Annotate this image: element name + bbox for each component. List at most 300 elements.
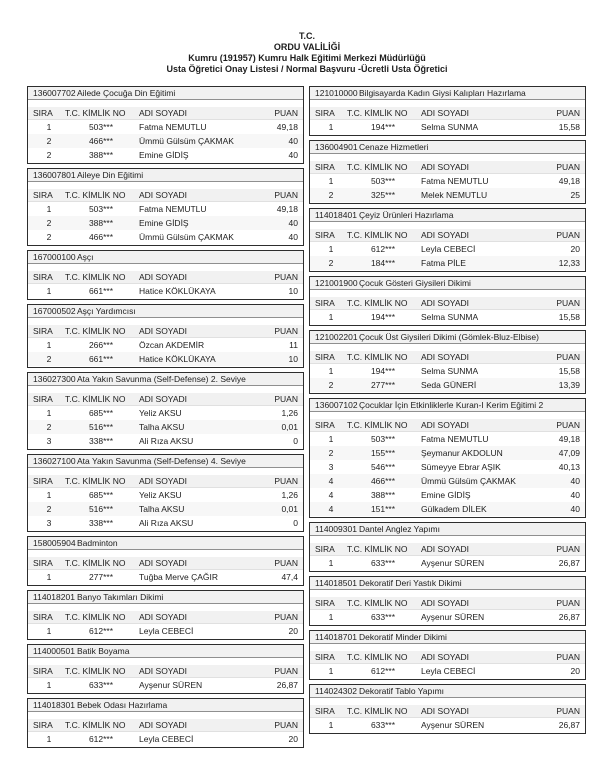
cell-tc-kimlik-no: 466*** — [88, 232, 114, 242]
col-header-sira: SIRA — [33, 558, 53, 568]
header-kurum: Kumru (191957) Kumru Halk Eğitimi Merkezi Müdürlüğü — [188, 53, 426, 63]
col-header-tc-kimlik-no: T.C. KİMLİK NO — [65, 558, 126, 568]
spacer — [310, 698, 585, 705]
spacer — [310, 590, 585, 597]
table-rows — [310, 174, 585, 203]
column-header-row — [28, 189, 303, 202]
cell-tc-kimlik-no: 151*** — [370, 504, 396, 514]
table-row — [28, 338, 303, 352]
col-header-puan: PUAN — [274, 666, 298, 676]
cell-adi-soyadi: Ayşenur SÜREN — [421, 612, 485, 622]
table-row — [310, 256, 585, 270]
course-table — [27, 644, 304, 694]
cell-puan: 20 — [570, 666, 580, 676]
cell-puan: 40 — [288, 136, 298, 146]
cell-sira: 2 — [46, 150, 52, 160]
table-rows — [310, 610, 585, 625]
cell-tc-kimlik-no: 612*** — [370, 244, 396, 254]
cell-sira: 1 — [328, 366, 334, 376]
course-header — [310, 87, 585, 100]
col-header-sira: SIRA — [315, 652, 335, 662]
col-header-sira: SIRA — [315, 420, 335, 430]
cell-adi-soyadi: Fatma PİLE — [421, 258, 466, 268]
cell-sira: 1 — [46, 286, 52, 296]
course-header — [28, 455, 303, 468]
col-header-adi-soyadi: ADI SOYADI — [421, 544, 470, 554]
col-header-adi-soyadi: ADI SOYADI — [139, 666, 188, 676]
spacer — [310, 290, 585, 297]
table-row — [28, 570, 303, 584]
cell-sira: 1 — [46, 490, 52, 500]
column-header-row — [28, 393, 303, 406]
cell-puan: 0 — [293, 436, 298, 446]
cell-tc-kimlik-no: 633*** — [88, 680, 114, 690]
course-header — [310, 277, 585, 290]
col-header-tc-kimlik-no: T.C. KİMLİK NO — [65, 190, 126, 200]
course-table — [27, 590, 304, 640]
spacer — [28, 658, 303, 665]
cell-puan: 26,87 — [558, 612, 580, 622]
course-title: Çeyiz Ürünleri Hazırlama — [359, 211, 454, 220]
cell-sira: 1 — [328, 244, 334, 254]
cell-puan: 20 — [288, 734, 298, 744]
cell-adi-soyadi: Melek NEMUTLU — [421, 190, 488, 200]
cell-tc-kimlik-no: 633*** — [370, 612, 396, 622]
course-title: Dantel Anglez Yapımı — [359, 525, 440, 534]
header-liste-basligi: Usta Öğretici Onay Listesi / Normal Başvuru -Ücretli Usta Öğretici — [166, 64, 448, 74]
table-row — [310, 502, 585, 516]
cell-puan: 40 — [570, 490, 580, 500]
table-row — [28, 202, 303, 216]
col-header-adi-soyadi: ADI SOYADI — [421, 420, 470, 430]
course-header — [310, 209, 585, 222]
table-rows — [310, 718, 585, 733]
cell-puan: 1,26 — [281, 408, 298, 418]
col-header-tc-kimlik-no: T.C. KİMLİK NO — [65, 108, 126, 118]
column-header-row — [28, 665, 303, 678]
col-header-puan: PUAN — [556, 352, 580, 362]
course-header — [28, 251, 303, 264]
cell-adi-soyadi: Ayşenur SÜREN — [139, 680, 203, 690]
course-title: Aşçı Yardımcısı — [77, 307, 136, 316]
col-header-adi-soyadi: ADI SOYADI — [421, 598, 470, 608]
course-title: Bilgisayarda Kadın Giysi Kalıpları Hazırlama — [359, 89, 526, 98]
cell-puan: 40 — [570, 504, 580, 514]
spacer — [28, 712, 303, 719]
cell-adi-soyadi: Gülkadem DİLEK — [421, 504, 487, 514]
course-table — [27, 454, 304, 532]
cell-sira: 1 — [46, 680, 52, 690]
spacer — [310, 644, 585, 651]
cell-adi-soyadi: Emine GİDİŞ — [139, 150, 189, 160]
cell-tc-kimlik-no: 266*** — [88, 340, 114, 350]
spacer — [28, 264, 303, 271]
course-code: 121001900 — [315, 278, 358, 288]
cell-tc-kimlik-no: 325*** — [370, 190, 396, 200]
course-code: 158005904 — [33, 538, 76, 548]
cell-sira: 2 — [46, 218, 52, 228]
col-header-puan: PUAN — [556, 162, 580, 172]
table-row — [310, 432, 585, 446]
table-rows — [28, 624, 303, 639]
table-row — [310, 664, 585, 678]
cell-adi-soyadi: Ali Rıza AKSU — [139, 518, 194, 528]
cell-tc-kimlik-no: 194*** — [370, 312, 396, 322]
course-title: Aşçı — [77, 253, 94, 262]
cell-puan: 47,09 — [558, 448, 580, 458]
column-header-row — [310, 597, 585, 610]
table-row — [28, 678, 303, 692]
table-row — [310, 460, 585, 474]
col-header-adi-soyadi: ADI SOYADI — [421, 706, 470, 716]
table-row — [28, 120, 303, 134]
cell-adi-soyadi: Leyla CEBECİ — [139, 626, 194, 636]
col-header-tc-kimlik-no: T.C. KİMLİK NO — [65, 666, 126, 676]
col-header-tc-kimlik-no: T.C. KİMLİK NO — [65, 394, 126, 404]
course-table — [309, 208, 586, 272]
col-header-puan: PUAN — [274, 476, 298, 486]
course-title: Batik Boyama — [77, 647, 130, 656]
cell-puan: 10 — [288, 286, 298, 296]
course-table — [309, 330, 586, 394]
course-code: 167000502 — [33, 306, 76, 316]
col-header-sira: SIRA — [315, 162, 335, 172]
cell-adi-soyadi: Şeymanur AKDOLUN — [421, 448, 503, 458]
cell-sira: 1 — [328, 558, 334, 568]
course-table — [309, 522, 586, 572]
column-header-row — [28, 719, 303, 732]
table-row — [310, 718, 585, 732]
col-header-sira: SIRA — [315, 352, 335, 362]
course-table — [27, 372, 304, 450]
header-tc: T.C. — [298, 31, 315, 41]
table-row — [310, 446, 585, 460]
course-title: Dekoratif Deri Yastık Dikimi — [359, 579, 462, 588]
spacer — [28, 386, 303, 393]
spacer — [28, 100, 303, 107]
cell-tc-kimlik-no: 685*** — [88, 490, 114, 500]
cell-adi-soyadi: Leyla CEBECİ — [139, 734, 194, 744]
course-header — [310, 331, 585, 344]
col-header-puan: PUAN — [556, 420, 580, 430]
cell-sira: 1 — [46, 572, 52, 582]
course-title: Dekoratif Tablo Yapımı — [359, 687, 445, 696]
course-table — [309, 630, 586, 680]
cell-adi-soyadi: Fatma NEMUTLU — [139, 122, 207, 132]
table-rows — [310, 242, 585, 271]
cell-tc-kimlik-no: 277*** — [370, 380, 396, 390]
table-rows — [310, 556, 585, 571]
course-code: 121010000 — [315, 88, 358, 98]
cell-sira: 1 — [46, 204, 52, 214]
cell-sira: 1 — [328, 122, 334, 132]
col-header-adi-soyadi: ADI SOYADI — [139, 558, 188, 568]
cell-sira: 1 — [328, 176, 334, 186]
column-header-row — [310, 543, 585, 556]
cell-sira: 1 — [328, 312, 334, 322]
table-row — [28, 434, 303, 448]
course-table — [27, 698, 304, 748]
cell-puan: 26,87 — [276, 680, 298, 690]
cell-sira: 2 — [46, 354, 52, 364]
table-row — [28, 420, 303, 434]
cell-puan: 20 — [288, 626, 298, 636]
col-header-puan: PUAN — [556, 108, 580, 118]
course-code: 114018701 — [315, 632, 357, 642]
course-title: Çocuk Üst Giysileri Dikimi (Gömlek-Bluz-Elbise) — [359, 333, 539, 342]
cell-puan: 49,18 — [276, 122, 298, 132]
cell-sira: 4 — [328, 476, 334, 486]
col-header-tc-kimlik-no: T.C. KİMLİK NO — [347, 230, 408, 240]
cell-tc-kimlik-no: 184*** — [370, 258, 396, 268]
cell-tc-kimlik-no: 503*** — [370, 434, 396, 444]
col-header-sira: SIRA — [315, 108, 335, 118]
col-header-tc-kimlik-no: T.C. KİMLİK NO — [347, 652, 408, 662]
col-header-sira: SIRA — [315, 544, 335, 554]
spacer — [310, 344, 585, 351]
course-code: 136007801 — [33, 170, 76, 180]
col-header-puan: PUAN — [274, 326, 298, 336]
course-header — [28, 87, 303, 100]
table-row — [28, 502, 303, 516]
course-table — [27, 536, 304, 586]
cell-sira: 1 — [46, 626, 52, 636]
col-header-tc-kimlik-no: T.C. KİMLİK NO — [347, 298, 408, 308]
column-header-row — [28, 325, 303, 338]
table-row — [310, 120, 585, 134]
cell-puan: 10 — [288, 354, 298, 364]
table-rows — [310, 432, 585, 517]
col-header-tc-kimlik-no: T.C. KİMLİK NO — [347, 420, 408, 430]
cell-adi-soyadi: Fatma NEMUTLU — [421, 434, 489, 444]
cell-puan: 40 — [288, 150, 298, 160]
course-code: 136007702 — [33, 88, 76, 98]
cell-puan: 26,87 — [558, 720, 580, 730]
course-code: 114009301 — [315, 524, 357, 534]
table-rows — [28, 338, 303, 367]
cell-adi-soyadi: Leyla CEBECİ — [421, 244, 476, 254]
cell-tc-kimlik-no: 661*** — [88, 286, 114, 296]
col-header-adi-soyadi: ADI SOYADI — [421, 298, 470, 308]
column-header-row — [310, 351, 585, 364]
table-row — [310, 610, 585, 624]
course-header — [310, 577, 585, 590]
cell-puan: 15,58 — [558, 312, 580, 322]
column-header-row — [28, 107, 303, 120]
col-header-tc-kimlik-no: T.C. KİMLİK NO — [65, 476, 126, 486]
cell-adi-soyadi: Ümmü Gülsüm ÇAKMAK — [421, 476, 516, 486]
col-header-sira: SIRA — [33, 666, 53, 676]
col-header-puan: PUAN — [556, 598, 580, 608]
course-title: Çocuk Gösteri Giysileri Dikimi — [359, 279, 471, 288]
col-header-sira: SIRA — [33, 108, 53, 118]
cell-puan: 47,4 — [281, 572, 298, 582]
cell-tc-kimlik-no: 612*** — [370, 666, 396, 676]
col-header-adi-soyadi: ADI SOYADI — [421, 652, 470, 662]
table-rows — [28, 284, 303, 299]
cell-tc-kimlik-no: 388*** — [88, 150, 114, 160]
table-columns — [0, 75, 614, 748]
cell-adi-soyadi: Hatice KÖKLÜKAYA — [139, 354, 216, 364]
table-rows — [28, 120, 303, 163]
col-header-puan: PUAN — [556, 652, 580, 662]
course-table — [27, 250, 304, 300]
column-header-row — [28, 557, 303, 570]
table-row — [310, 556, 585, 570]
table-row — [28, 134, 303, 148]
col-header-puan: PUAN — [556, 706, 580, 716]
col-header-tc-kimlik-no: T.C. KİMLİK NO — [347, 108, 408, 118]
cell-tc-kimlik-no: 516*** — [88, 504, 114, 514]
right-column — [309, 86, 586, 734]
col-header-sira: SIRA — [315, 706, 335, 716]
cell-tc-kimlik-no: 388*** — [88, 218, 114, 228]
course-code: 136004901 — [315, 142, 358, 152]
course-code: 114024302 — [315, 686, 357, 696]
course-header — [28, 591, 303, 604]
document-header — [0, 0, 614, 75]
col-header-tc-kimlik-no: T.C. KİMLİK NO — [347, 706, 408, 716]
table-row — [28, 488, 303, 502]
spacer — [310, 412, 585, 419]
table-row — [28, 352, 303, 366]
course-header — [28, 169, 303, 182]
cell-sira: 3 — [46, 436, 52, 446]
cell-sira: 2 — [46, 422, 52, 432]
cell-tc-kimlik-no: 661*** — [88, 354, 114, 364]
cell-tc-kimlik-no: 633*** — [370, 720, 396, 730]
cell-adi-soyadi: Ümmü Gülsüm ÇAKMAK — [139, 136, 234, 146]
cell-tc-kimlik-no: 503*** — [370, 176, 396, 186]
cell-tc-kimlik-no: 466*** — [88, 136, 114, 146]
col-header-puan: PUAN — [274, 558, 298, 568]
cell-adi-soyadi: Ayşenur SÜREN — [421, 720, 485, 730]
spacer — [28, 604, 303, 611]
column-header-row — [28, 611, 303, 624]
cell-sira: 4 — [328, 490, 334, 500]
course-header — [310, 141, 585, 154]
cell-puan: 49,18 — [558, 176, 580, 186]
cell-adi-soyadi: Selma SUNMA — [421, 122, 479, 132]
table-rows — [28, 570, 303, 585]
course-header — [310, 523, 585, 536]
table-rows — [310, 120, 585, 135]
cell-tc-kimlik-no: 338*** — [88, 518, 114, 528]
table-row — [310, 364, 585, 378]
course-title: Cenaze Hizmetleri — [359, 143, 429, 152]
cell-tc-kimlik-no: 155*** — [370, 448, 396, 458]
cell-adi-soyadi: Emine GİDİŞ — [139, 218, 189, 228]
spacer — [310, 536, 585, 543]
course-code: 136027100 — [33, 456, 76, 466]
table-rows — [28, 732, 303, 747]
cell-puan: 40 — [570, 476, 580, 486]
cell-sira: 1 — [46, 408, 52, 418]
col-header-sira: SIRA — [33, 326, 53, 336]
col-header-sira: SIRA — [33, 190, 53, 200]
col-header-tc-kimlik-no: T.C. KİMLİK NO — [65, 612, 126, 622]
course-table — [309, 276, 586, 326]
table-rows — [28, 488, 303, 531]
col-header-tc-kimlik-no: T.C. KİMLİK NO — [347, 162, 408, 172]
column-header-row — [310, 161, 585, 174]
col-header-sira: SIRA — [33, 394, 53, 404]
col-header-tc-kimlik-no: T.C. KİMLİK NO — [65, 326, 126, 336]
table-row — [28, 216, 303, 230]
col-header-puan: PUAN — [274, 720, 298, 730]
course-title: Banyo Takımları Dikimi — [77, 593, 164, 602]
cell-tc-kimlik-no: 612*** — [88, 734, 114, 744]
cell-adi-soyadi: Hatice KÖKLÜKAYA — [139, 286, 216, 296]
cell-tc-kimlik-no: 546*** — [370, 462, 396, 472]
table-row — [310, 488, 585, 502]
col-header-puan: PUAN — [556, 298, 580, 308]
cell-adi-soyadi: Seda GÜNERİ — [421, 380, 477, 390]
course-code: 114000501 — [33, 646, 75, 656]
col-header-sira: SIRA — [33, 720, 53, 730]
col-header-tc-kimlik-no: T.C. KİMLİK NO — [65, 272, 126, 282]
course-table — [27, 304, 304, 368]
column-header-row — [310, 229, 585, 242]
spacer — [28, 550, 303, 557]
cell-tc-kimlik-no: 277*** — [88, 572, 114, 582]
cell-adi-soyadi: Fatma NEMUTLU — [421, 176, 489, 186]
course-table — [309, 140, 586, 204]
table-row — [28, 732, 303, 746]
course-title: Çocuklar İçin Etkinliklerle Kuran-I Kerim Eğitimi 2 — [359, 401, 544, 410]
course-table — [309, 576, 586, 626]
col-header-puan: PUAN — [274, 612, 298, 622]
course-title: Dekoratif Minder Dikimi — [359, 633, 447, 642]
cell-adi-soyadi: Ali Rıza AKSU — [139, 436, 194, 446]
course-code: 114018401 — [315, 210, 357, 220]
course-code: 114018201 — [33, 592, 75, 602]
cell-puan: 25 — [570, 190, 580, 200]
col-header-adi-soyadi: ADI SOYADI — [421, 108, 470, 118]
course-header — [28, 373, 303, 386]
col-header-puan: PUAN — [274, 190, 298, 200]
col-header-tc-kimlik-no: T.C. KİMLİK NO — [347, 544, 408, 554]
cell-tc-kimlik-no: 338*** — [88, 436, 114, 446]
col-header-adi-soyadi: ADI SOYADI — [139, 720, 188, 730]
course-code: 114018301 — [33, 700, 75, 710]
column-header-row — [310, 651, 585, 664]
table-row — [310, 188, 585, 202]
col-header-sira: SIRA — [33, 612, 53, 622]
cell-sira: 1 — [46, 734, 52, 744]
cell-adi-soyadi: Ümmü Gülsüm ÇAKMAK — [139, 232, 234, 242]
spacer — [28, 182, 303, 189]
cell-sira: 1 — [328, 720, 334, 730]
table-row — [28, 624, 303, 638]
table-row — [310, 310, 585, 324]
course-table — [309, 86, 586, 136]
cell-puan: 0 — [293, 518, 298, 528]
table-row — [310, 378, 585, 392]
table-row — [310, 474, 585, 488]
column-header-row — [310, 419, 585, 432]
col-header-adi-soyadi: ADI SOYADI — [139, 190, 188, 200]
course-code: 121002201 — [315, 332, 358, 342]
table-row — [28, 148, 303, 162]
course-header — [28, 645, 303, 658]
cell-sira: 2 — [46, 136, 52, 146]
cell-puan: 12,33 — [558, 258, 580, 268]
col-header-sira: SIRA — [315, 298, 335, 308]
cell-tc-kimlik-no: 685*** — [88, 408, 114, 418]
course-title: Aileye Din Eğitimi — [77, 171, 144, 180]
cell-sira: 1 — [46, 340, 52, 350]
